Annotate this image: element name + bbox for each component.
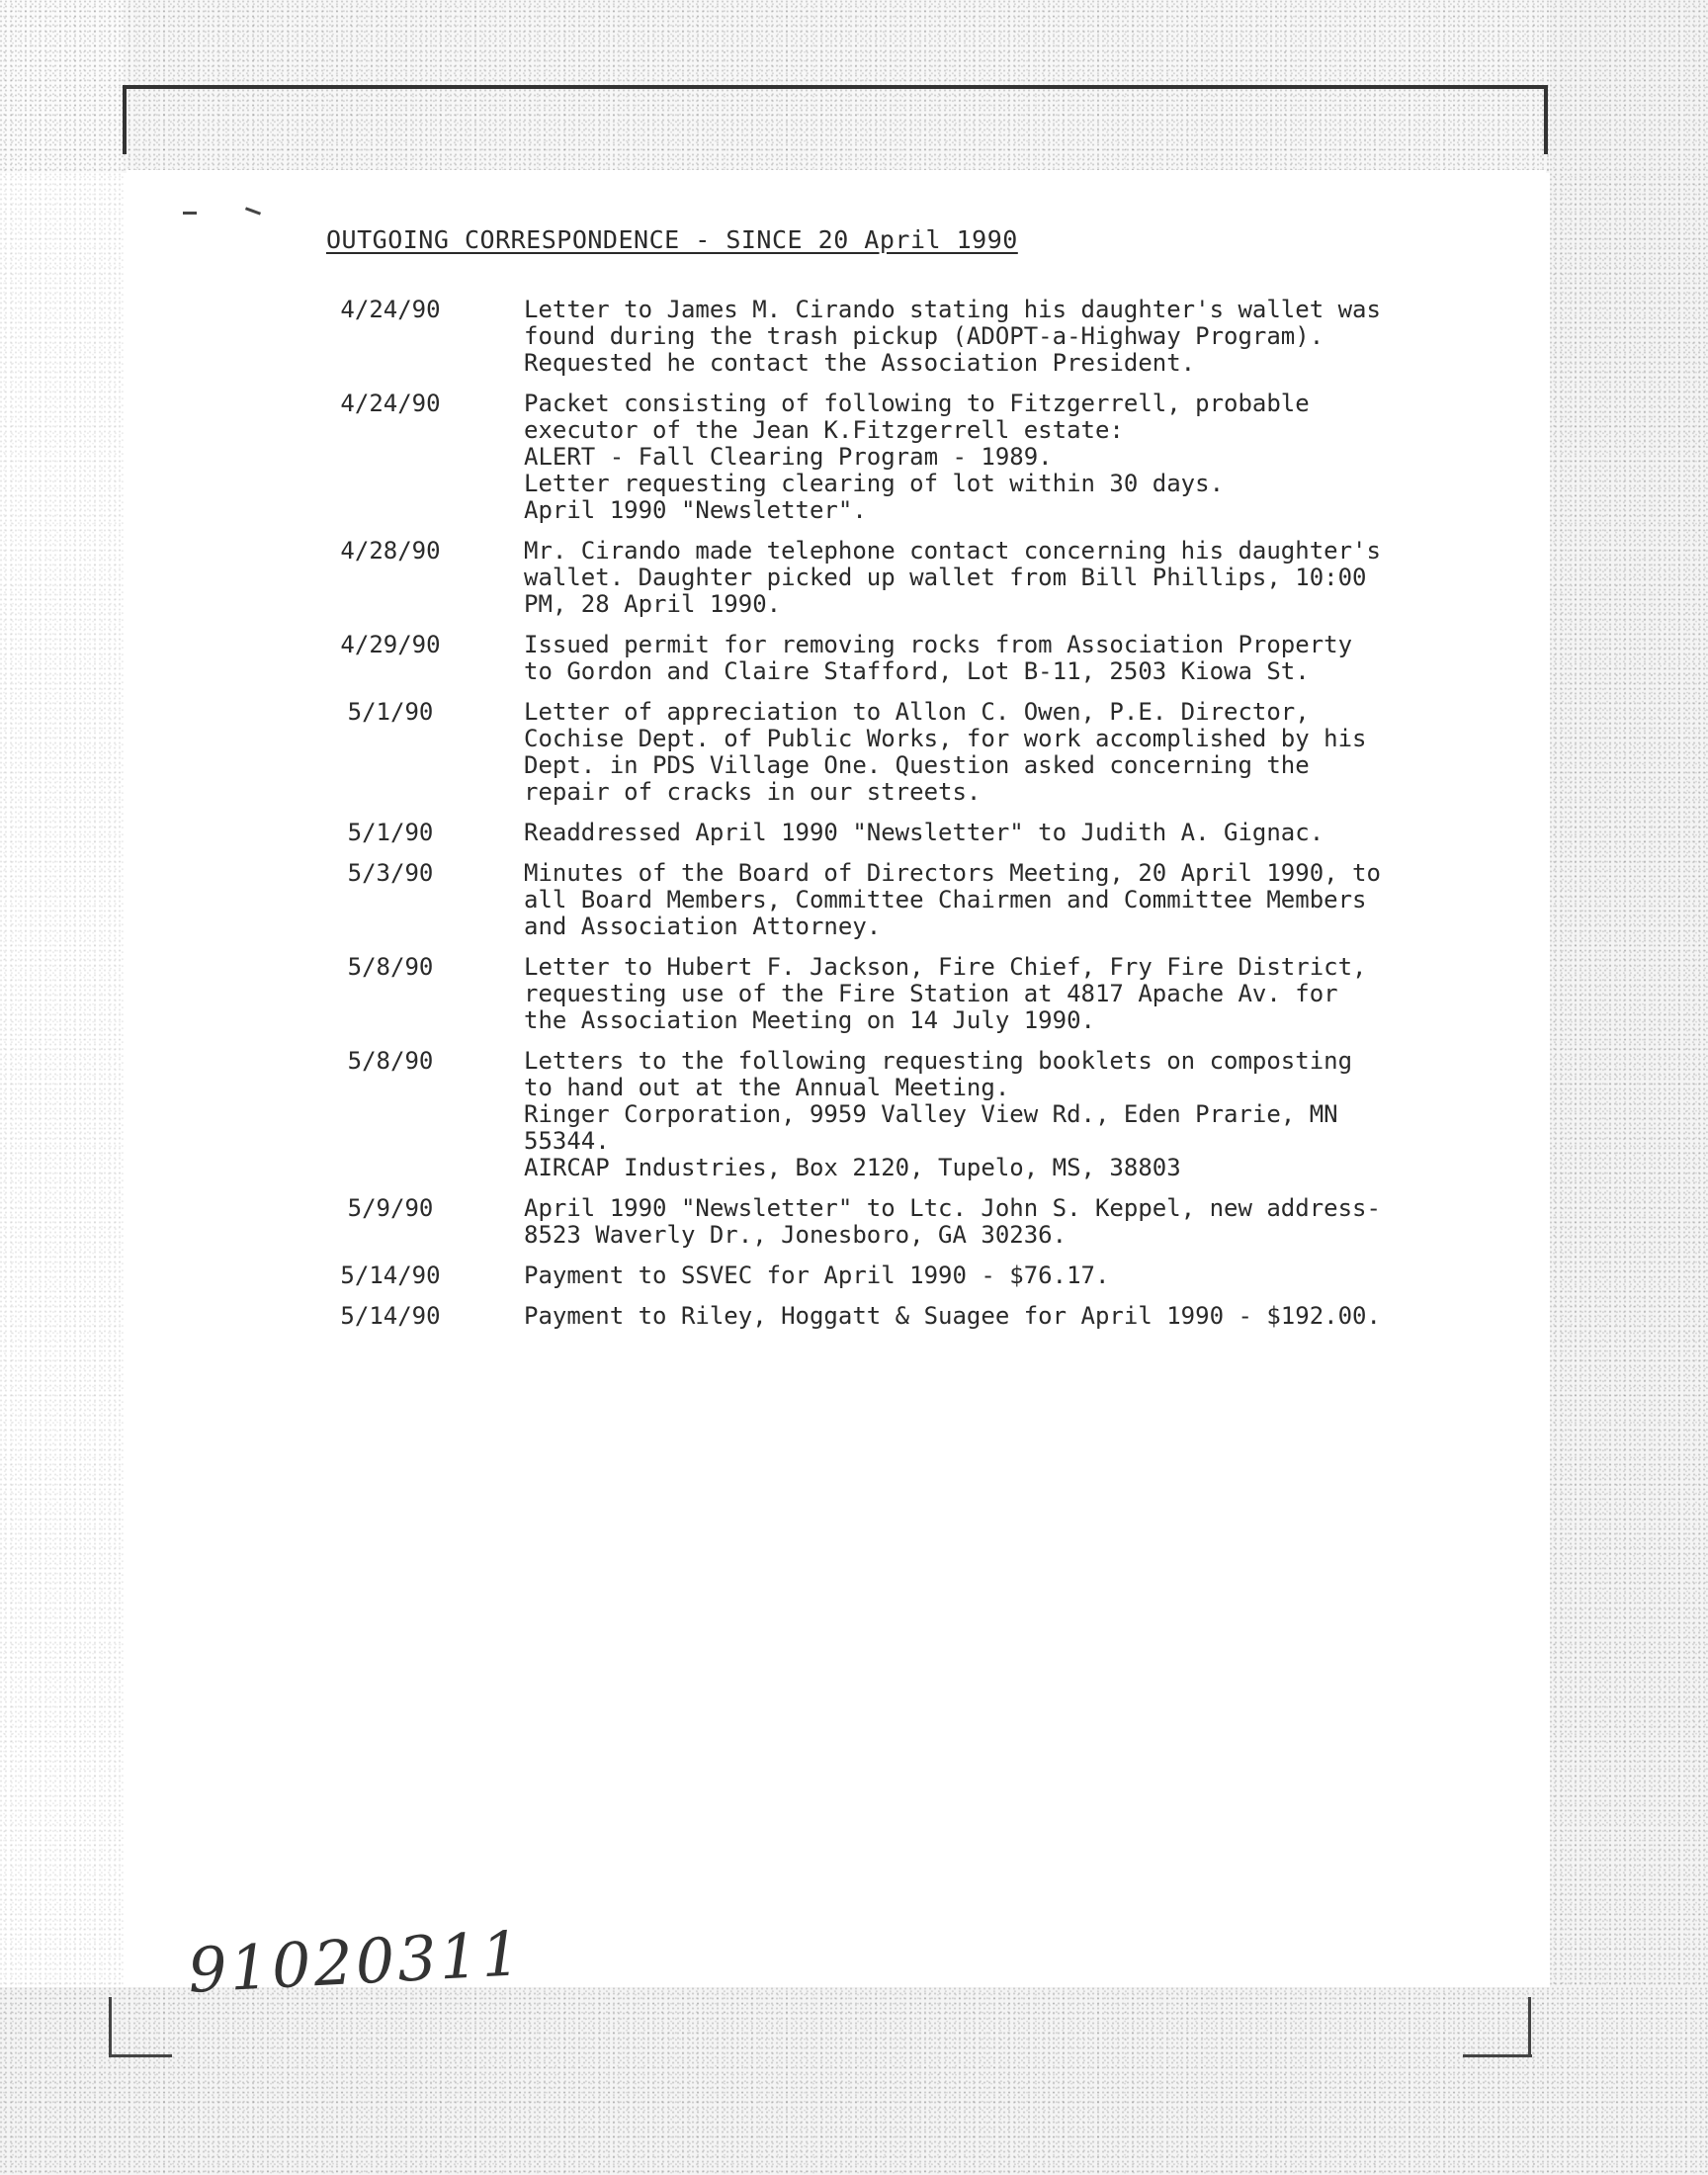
entry-text: Readdressed April 1990 "Newsletter" to Judith A. Gignac.	[524, 819, 1324, 846]
list-item	[297, 859, 1396, 940]
list-item	[297, 296, 1396, 377]
entry-date: 5/14/90	[340, 1262, 441, 1289]
entry-date: 5/8/90	[347, 1047, 434, 1075]
list-item	[297, 820, 1384, 846]
list-item	[297, 699, 1384, 806]
list-item	[297, 537, 1396, 618]
entry-text: Packet consisting of following to Fitzgerrell, probable executor of the Jean K.Fitzgerrell estate: ALERT - Fall Clearing Program - 1989. Letter requesting clearing of lot within 30 days. April 1990 "Newsletter".	[524, 390, 1310, 524]
entry-date: 5/9/90	[347, 1194, 434, 1222]
entry-date: 5/1/90	[347, 819, 434, 846]
list-item	[297, 954, 1384, 1034]
frame-top-rule	[123, 85, 1548, 89]
entry-text: Letter of appreciation to Allon C. Owen, P.E. Director, Cochise Dept. of Public Works, for work accomplished by his Dept. in PDS Village One. Question asked concerning the repair of cracks in our streets.	[524, 698, 1381, 806]
frame-right-rule	[1544, 85, 1548, 154]
list-item	[297, 1048, 1384, 1181]
entry-date: 4/24/90	[340, 296, 441, 323]
entry-date: 4/24/90	[340, 390, 441, 417]
scan-noise-right	[1550, 0, 1708, 2175]
entry-text: Letter to James M. Cirando stating his daughter's wallet was found during the trash pickup (ADOPT-a-Highway Program). Requested he contact the Association President.	[524, 296, 1396, 377]
scan-noise-left	[0, 0, 124, 2175]
scan-noise-bottom	[0, 1987, 1708, 2175]
entry-date: 5/14/90	[340, 1302, 441, 1330]
list-item	[297, 1262, 1384, 1289]
entry-text: Payment to Riley, Hoggatt & Suagee for April 1990 - $192.00.	[524, 1302, 1381, 1330]
entry-text: Letters to the following requesting booklets on composting to hand out at the Annual Meeting. Ringer Corporation, 9959 Valley View Rd., Eden Prarie, MN 55344. AIRCAP Industries, Box 2120, Tupelo, MS, 38803	[524, 1047, 1353, 1181]
crop-mark-bottom-left	[109, 1997, 112, 2056]
crop-mark-bottom-left-rule	[109, 2054, 172, 2057]
list-item	[297, 391, 1384, 524]
correspondence-list	[297, 296, 1396, 1344]
list-item	[297, 632, 1384, 685]
entry-text: Issued permit for removing rocks from Association Property to Gordon and Claire Stafford, Lot B-11, 2503 Kiowa St.	[524, 631, 1367, 685]
entry-text: April 1990 "Newsletter" to Ltc. John S. Keppel, new address- 8523 Waverly Dr., Jonesboro, GA 30236.	[524, 1194, 1396, 1249]
entry-date: 5/3/90	[347, 859, 434, 887]
entry-text: Mr. Cirando made telephone contact concerning his daughter's wallet. Daughter picked up wallet from Bill Phillips, 10:00 PM, 28 April 1990.	[524, 537, 1396, 618]
entry-date: 4/29/90	[340, 631, 441, 658]
entry-date: 5/1/90	[347, 698, 434, 726]
stray-mark	[183, 212, 197, 215]
list-item	[297, 1194, 1396, 1249]
crop-mark-bottom-right	[1528, 1997, 1531, 2056]
entry-date: 4/28/90	[340, 537, 441, 565]
page-title: OUTGOING CORRESPONDENCE - SINCE 20 April 1990	[326, 225, 1018, 254]
frame-left-rule	[123, 85, 127, 154]
entry-text: Minutes of the Board of Directors Meeting, 20 April 1990, to all Board Members, Committee Chairmen and Committee Members and Association Attorney.	[524, 859, 1396, 940]
list-item	[297, 1303, 1384, 1330]
crop-mark-bottom-right-rule	[1463, 2054, 1532, 2057]
entry-date: 5/8/90	[347, 953, 434, 981]
handwritten-document-number: 91020311	[186, 1917, 526, 2007]
entry-text: Payment to SSVEC for April 1990 - $76.17.	[524, 1262, 1110, 1289]
entry-text: Letter to Hubert F. Jackson, Fire Chief, Fry Fire District, requesting use of the Fire Station at 4817 Apache Av. for the Association Meeting on 14 July 1990.	[524, 953, 1381, 1034]
